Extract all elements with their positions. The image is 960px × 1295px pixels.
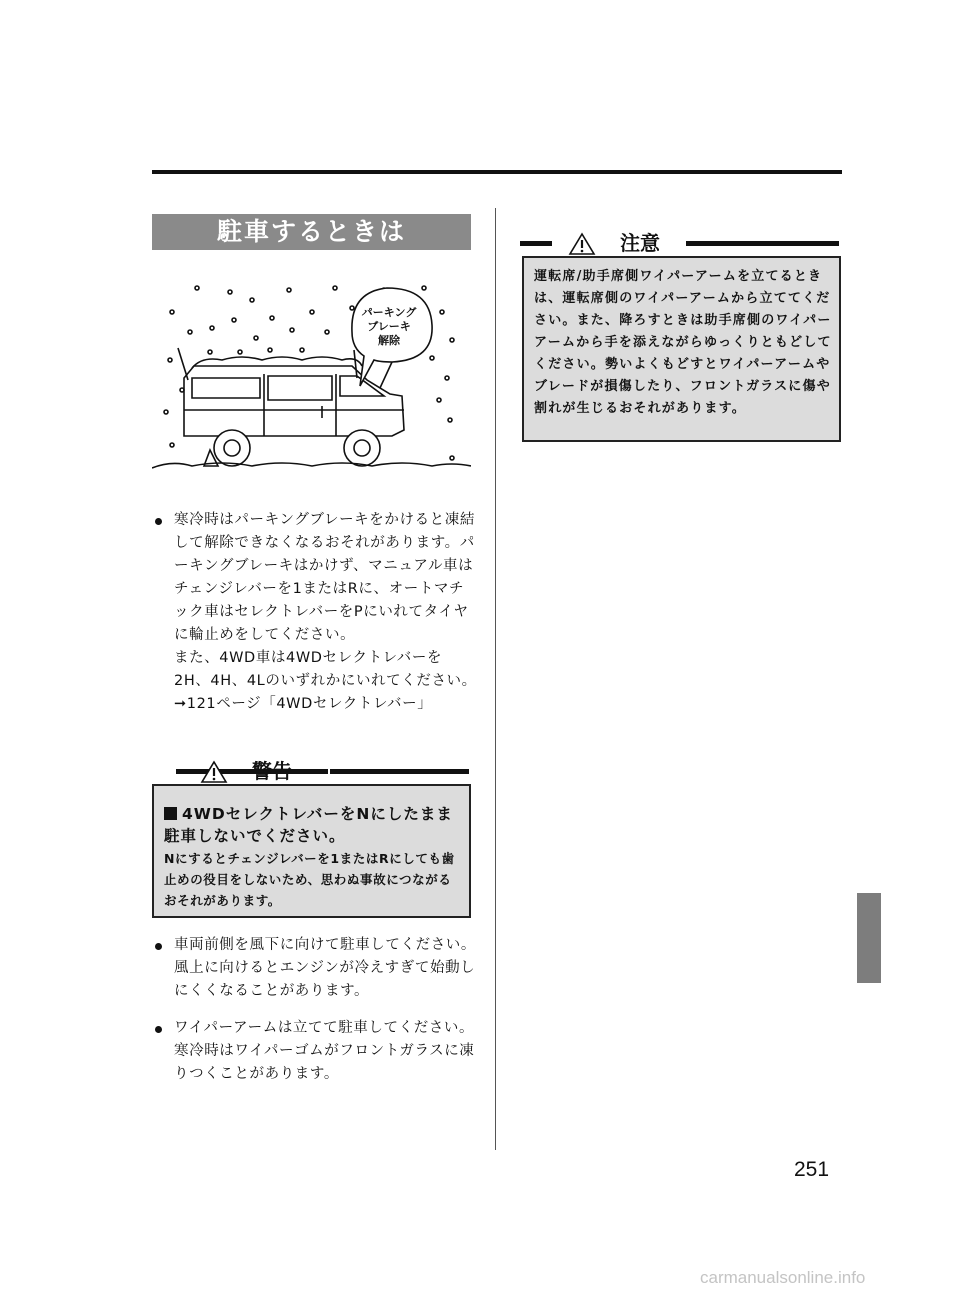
page-reference: ➞121ページ「4WDセレクトレバー」 [174, 696, 433, 712]
bullet-list-bottom [152, 934, 477, 1086]
caution-box [522, 256, 841, 442]
section-title: 駐車するときは [152, 214, 471, 250]
van-drawing [152, 270, 471, 480]
header-rule [686, 241, 839, 246]
watermark: carmanualsonline.info [700, 1268, 866, 1287]
paragraph: 寒冷時はパーキングブレーキをかけると凍結して解除できなくなるおそれがあります。パーキングブレーキはかけず、マニュアル車はチェンジレバーを1またはRに、オートマチック車はセレクトレバーをPにいれてタイヤに輪止めをしてください。 [174, 512, 475, 643]
list-item: 車両前側を風下に向けて駐車してください。風上に向けるとエンジンが冷えすぎて始動しにくくなることがあります。 [152, 934, 477, 1003]
header-rule [330, 769, 469, 774]
warning-header [150, 758, 469, 784]
warning-body: Nにするとチェンジレバーを1またはRにしても歯止めの役目をしないため、思わぬ事故につながるおそれがあります。 [164, 851, 455, 908]
bubble-line: 解除 [378, 334, 400, 347]
caution-triangle-icon [568, 232, 596, 256]
snow-van-illustration [152, 270, 471, 480]
warning-box [152, 784, 471, 918]
caution-label: 注意 [620, 231, 660, 255]
warning-heading [164, 803, 464, 847]
square-bullet-icon [164, 807, 177, 820]
list-item [152, 509, 477, 716]
header-rule [520, 241, 552, 246]
page-number: 251 [794, 1158, 830, 1181]
column-divider [495, 208, 496, 1150]
bullet-list-top [152, 509, 477, 716]
paragraph: また、4WD車は4WDセレクトレバーを2H、4H、4Lのいずれかにいれてください。 [174, 650, 477, 689]
speech-bubble-text [344, 306, 434, 348]
warning-heading-text: 4WDセレクトレバーをNにしたまま駐車しないでください。 [164, 805, 453, 845]
warning-triangle-icon [200, 760, 228, 784]
bubble-line: パーキング [361, 306, 417, 319]
caution-body: 運転席/助手席側ワイパーアームを立てるときは、運転席側のワイパーアームから立ててください。また、降ろすときは助手席側のワイパーアームから手を添えながらゆっくりともどしてください。勢いよくもどすとワイパーアームやブレードが損傷したり、フロントガラスに傷や割れが生じるおそれがあります。 [534, 269, 832, 416]
chapter-side-tab [857, 893, 881, 983]
bubble-line: ブレーキ [367, 320, 411, 333]
caution-header [520, 230, 839, 256]
warning-label: 警告 [252, 759, 292, 783]
top-rule [152, 170, 842, 174]
list-item: ワイパーアームは立てて駐車してください。寒冷時はワイパーゴムがフロントガラスに凍りつくことがあります。 [152, 1017, 477, 1086]
